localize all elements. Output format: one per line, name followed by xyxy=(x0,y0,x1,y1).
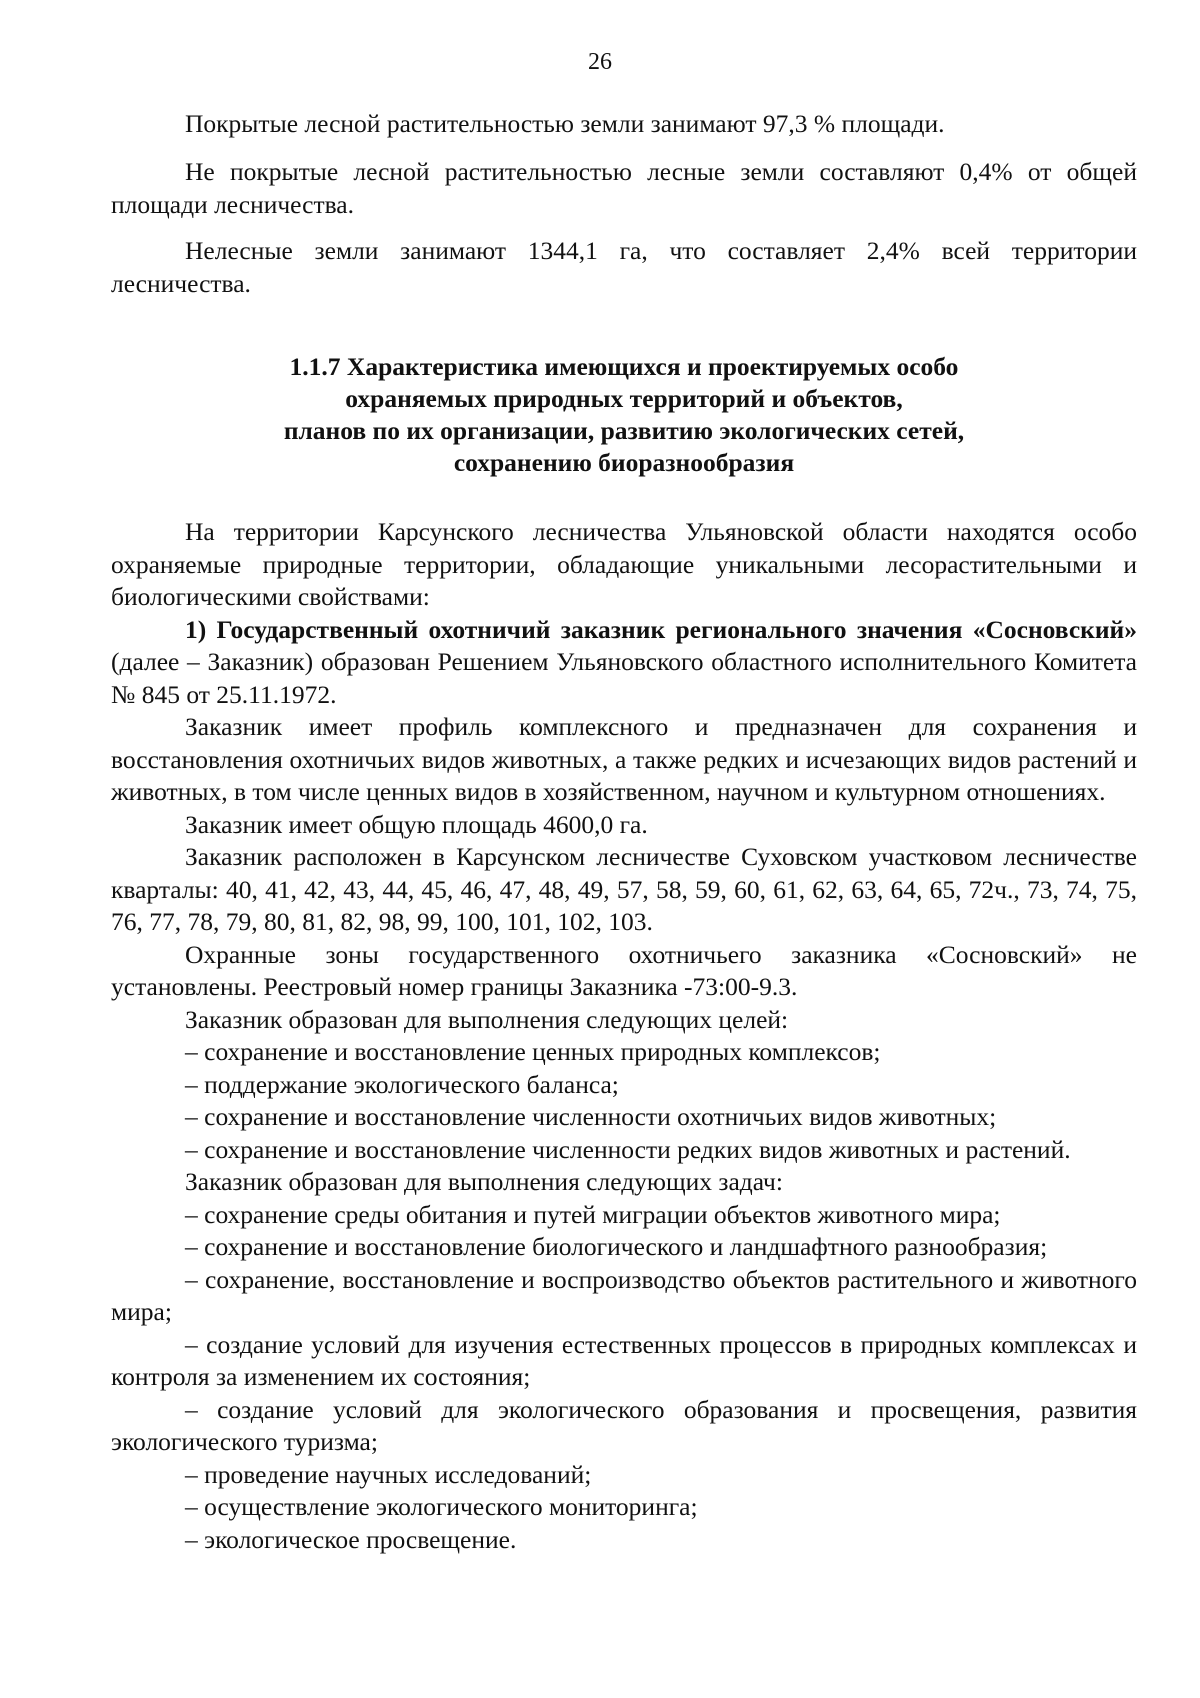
task-item: – создание условий для экологического образования и просвещения, развития экологического туризма; xyxy=(111,1394,1137,1456)
section-heading xyxy=(111,351,1137,479)
goal-item: – поддержание экологического баланса; xyxy=(185,1069,619,1099)
intro-section-3 xyxy=(111,235,1137,300)
area-paragraph: Заказник имеет общую площадь 4600,0 га. xyxy=(185,809,648,839)
task-item: – проведение научных исследований; xyxy=(185,1459,592,1489)
territory-intro-paragraph: На территории Карсунского лесничества Ульяновской области находятся особо охраняемые природные территории, обладающие уникальными лесорастительными и биологическими свойствами: xyxy=(111,517,1137,611)
protection-zones-paragraph: Охранные зоны государственного охотничьего заказника «Сосновский» не установлены. Реестровый номер границы Заказника -73:00-9.3. xyxy=(111,939,1137,1001)
intro-section xyxy=(111,108,1137,141)
goal-item: – сохранение и восстановление численности редких видов животных и растений. xyxy=(185,1134,1071,1164)
heading-line-2: охраняемых природных территорий и объектов, xyxy=(345,384,903,413)
profile-paragraph: Заказник имеет профиль комплексного и предназначен для сохранения и восстановления охотничьих видов животных, а также редких и исчезающих видов растений и животных, в том числе ценных видов в хозяйственном, научном и культурном отношениях. xyxy=(111,712,1137,806)
task-item: – осуществление экологического мониторинга; xyxy=(185,1492,698,1521)
reserve-title-paragraph xyxy=(111,614,1137,712)
goal-item: – сохранение и восстановление ценных природных комплексов; xyxy=(185,1037,881,1066)
task-item: – сохранение, восстановление и воспроизводство объектов растительного и животного мира; xyxy=(111,1264,1137,1326)
tasks-intro: Заказник образован для выполнения следующих задач: xyxy=(185,1167,783,1196)
goals-intro: Заказник образован для выполнения следующих целей: xyxy=(185,1004,789,1034)
task-item: – экологическое просвещение. xyxy=(185,1524,517,1554)
heading-line-4: сохранению биоразнообразия xyxy=(453,448,795,477)
reserve-title-rest: (далее – Заказник) образован Решением Ульяновского областного исполнительного Комитета № 845 от 25.11.1972. xyxy=(111,647,1137,709)
task-item: – сохранение и восстановление биологического и ландшафтного разнообразия; xyxy=(185,1232,1048,1261)
main-body xyxy=(111,516,1137,1556)
heading-line-1: 1.1.7 Характеристика имеющихся и проектируемых особо xyxy=(289,352,959,381)
non-forest-paragraph: Нелесные земли занимают 1344,1 га, что составляет 2,4% всей территории лесничества. xyxy=(111,236,1137,298)
forest-covered-paragraph: Покрытые лесной растительностью земли занимают 97,3 % площади. xyxy=(185,109,945,138)
task-item: – создание условий для изучения естественных процессов в природных комплексах и контроля за изменением их состояния; xyxy=(111,1329,1137,1391)
task-item: – сохранение среды обитания и путей миграции объектов животного мира; xyxy=(185,1199,1001,1229)
goal-item: – сохранение и восстановление численности охотничьих видов животных; xyxy=(185,1102,997,1131)
reserve-title-bold: 1) Государственный охотничий заказник регионального значения «Сосновский» xyxy=(185,614,1137,644)
intro-section-2 xyxy=(111,156,1137,221)
heading-line-3: планов по их организации, развитию экологических сетей, xyxy=(283,416,965,445)
non-covered-paragraph: Не покрытые лесной растительностью лесные земли составляют 0,4% от общей площади лесничества. xyxy=(111,157,1137,219)
location-paragraph: Заказник расположен в Карсунском лесничестве Суховском участковом лесничестве кварталы: 40, 41, 42, 43, 44, 45, 46, 47, 48, 49, 57, 58, 59, 60, 61, 62, 63, 64, 65, 72ч., 73, 74, 75, 76, 77, 78, 79, 80, 81, 82, 98, 99, 100, 101, 102, 103. xyxy=(111,842,1137,936)
page-number: 26 xyxy=(588,49,612,75)
